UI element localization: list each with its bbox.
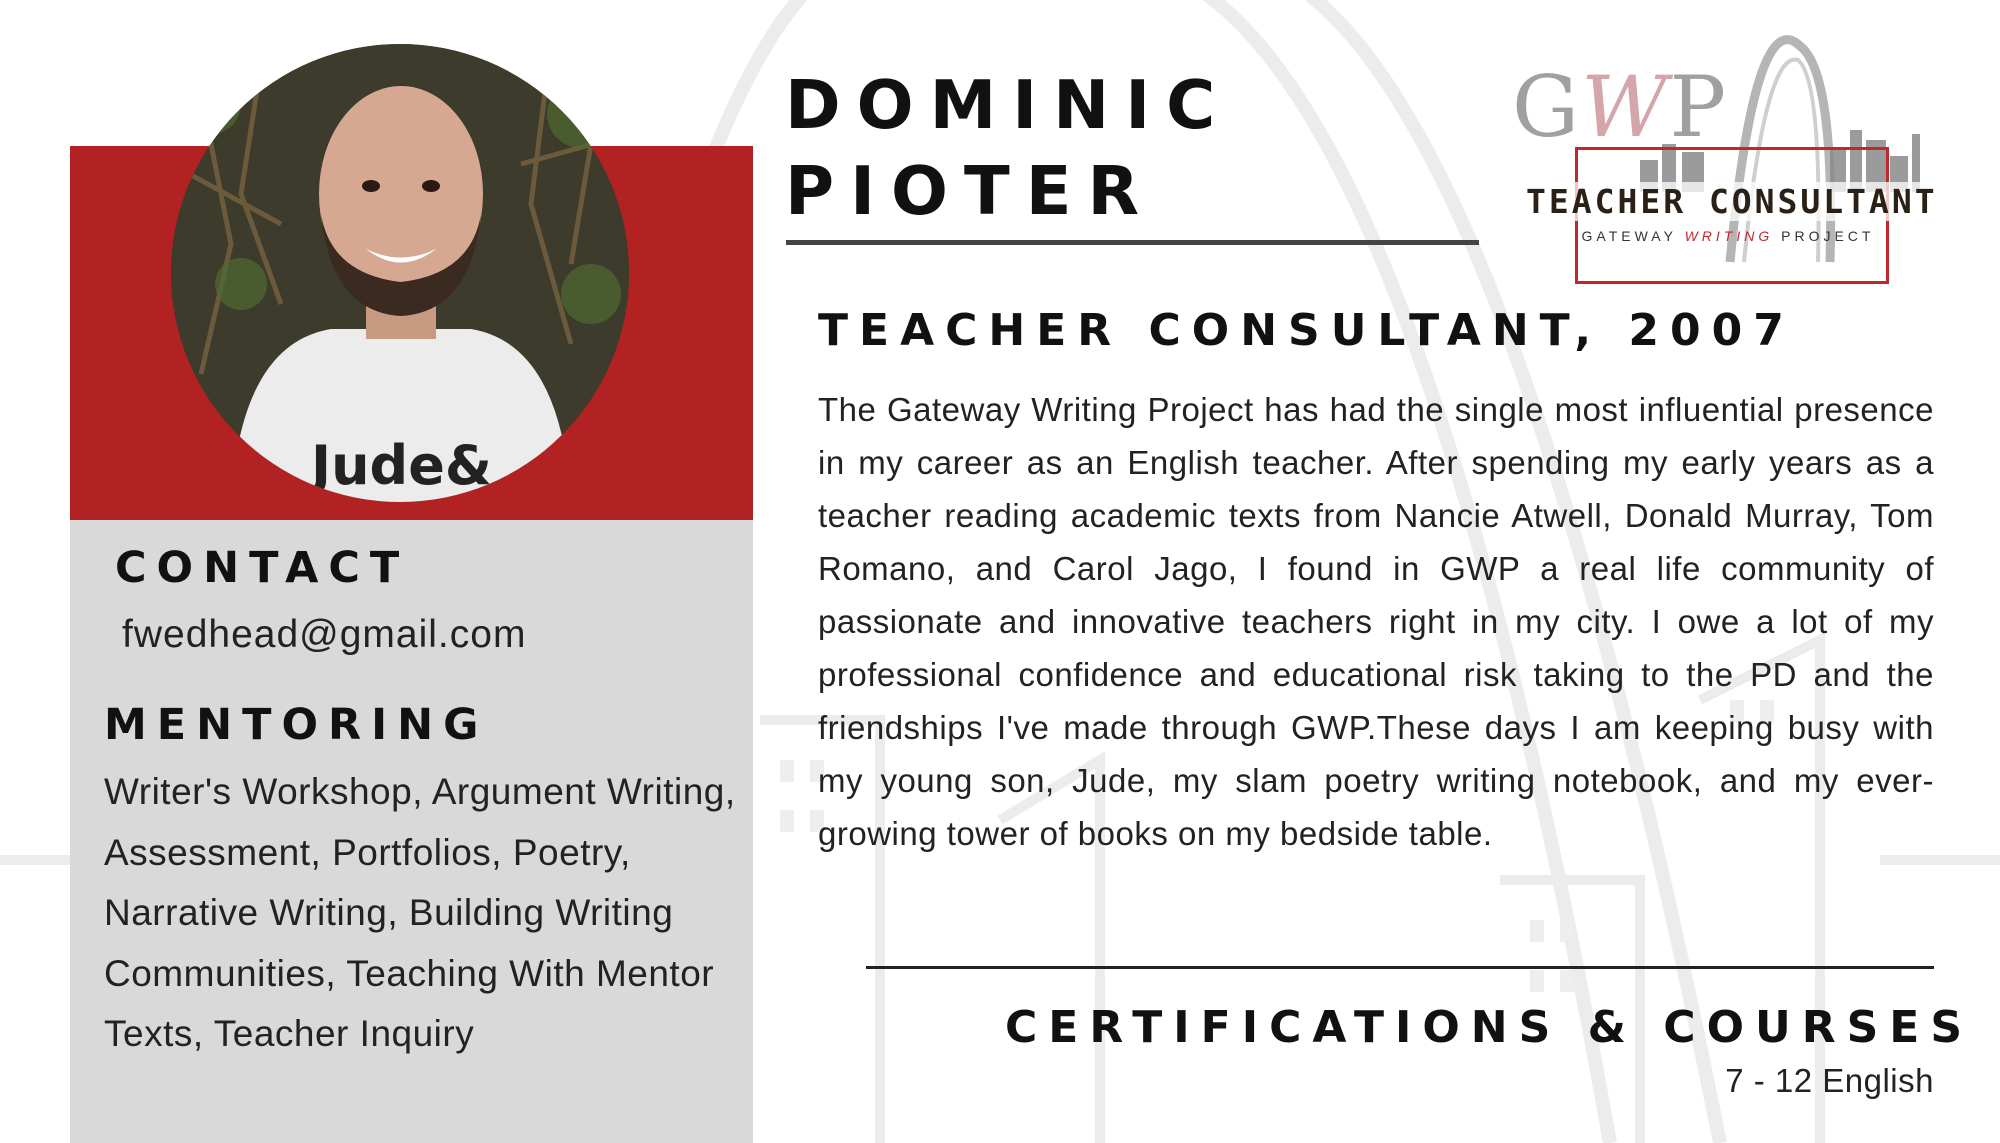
- logo-title: TEACHER CONSULTANT: [1522, 182, 1942, 221]
- mentoring-heading: MENTORING: [104, 700, 489, 750]
- logo-subtitle: [1568, 228, 1888, 244]
- certifications-heading: CERTIFICATIONS & COURSES: [1005, 1002, 1974, 1053]
- mentoring-topics: Writer's Workshop, Argument Writing, Assessment, Portfolios, Poetry, Narrative Writing, Building Writing Communities, Teaching With Mentor Texts, Teacher Inquiry: [104, 771, 736, 1054]
- certifications-value: 7 - 12 English: [1725, 1062, 1934, 1099]
- contact-heading: CONTACT: [115, 543, 410, 593]
- logo-letter-w: W: [1581, 58, 1670, 156]
- bio-paragraph: The Gateway Writing Project has had the single most influential presence in my career as an English teacher. After spending my early years as a teacher reading academic texts from Nancie Atwell, Donald Murray, Tom Romano, and Carol Jago, I found in GWP a real life community of passionate and innovative teachers right in my city. I owe a lot of my professional confidence and educational risk taking to the PD and the friendships I've made through GWP.These days I am keeping busy with my young son, Jude, my slam poetry writing notebook, and my ever-growing tower of books on my bedside table.: [818, 391, 1934, 852]
- last-name: PIOTER: [785, 152, 1156, 230]
- name-divider: [786, 240, 1479, 245]
- first-name: DOMINIC: [785, 66, 1232, 144]
- profile-photo: [171, 44, 629, 502]
- gwp-logo: [1500, 32, 1940, 292]
- shirt-text: Jude&: [311, 434, 492, 497]
- logo-letter-p: P: [1669, 58, 1728, 156]
- logo-sub-after: PROJECT: [1773, 228, 1875, 244]
- certifications-divider: [866, 966, 1934, 969]
- logo-gwp-letters: [1512, 58, 1728, 156]
- contact-email[interactable]: fwedhead@gmail.com: [122, 613, 527, 656]
- logo-sub-accent: WRITING: [1684, 228, 1774, 244]
- logo-sub-before: GATEWAY: [1581, 228, 1685, 244]
- role-title: TEACHER CONSULTANT, 2007: [818, 305, 1795, 356]
- logo-letter-g: G: [1512, 58, 1582, 156]
